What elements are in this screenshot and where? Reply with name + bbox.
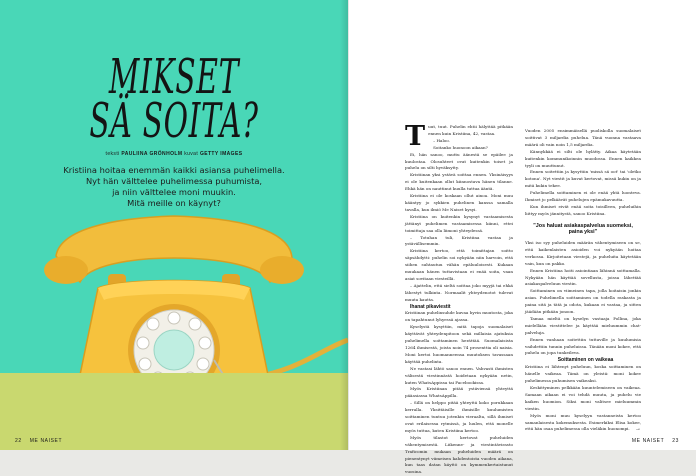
paragraph: Puhelimella soittaminen ei ole enää yhtä luonteva. Ihmiset jo pelkäävät puhelujen epämukavuutta. xyxy=(525,190,641,203)
left-folio xyxy=(12,438,65,444)
paragraph: Myös moni muu kyselyyn vastanneista kertoo samanlaisesta kokemuksesta. Esimerkiksi Elisa kokee, että hän osaa puhelimessa olla vieläkin huonompi. → xyxy=(525,412,641,433)
paragraph: Tamaa mieltä on kyselyn vastaaja Pollina, joka mielellään viestittelee ja käyttää mieluummin chat-palveluja. xyxy=(525,315,641,335)
right-page-number: 23 xyxy=(672,438,679,444)
paragraph: Tuut, tuut. Puhelin ehtii hälyttää pitkään ennen kuin Kristiina, 42, vastaa. xyxy=(405,121,513,152)
paragraph: Kun ihmiset eivät enää soita toisilleen, puheluihin liittyy myös jännitystä, sanoo Kristiina. xyxy=(525,203,641,216)
lead-line: Nyt hän välttelee puhelimessa puhumista, xyxy=(85,176,263,186)
paragraph: Ennen soitettiin ja kysyttiin 'missä sä oot' tai 'oletko kotona'. Nyt viestit ja kuvat kertovat, missä kukin on ja mitä kukin tekee. xyxy=(525,169,641,189)
drop-cap: T xyxy=(405,121,426,152)
paragraph: Ne vastasi lähtö sanoo ennen. Vahvasti ihmisten välisestä viestinnästä hoidetaan nykyään netin, kuten WhatsAppissa tai Facebookissa. xyxy=(405,365,513,385)
headline-line-2: SÄ SOITA? xyxy=(89,93,259,149)
left-page-number: 22 xyxy=(15,438,22,444)
paragraph: Kristiinan yksi ystävä soittaa ennen. Yksinäisyys ei ole kuitenkaan ollut kiinnostava hänen tilanne. Ehkä hän on nauttinut kuulla tuttua ääntä. xyxy=(405,172,513,192)
lead-line: Mitä meille on käynyt? xyxy=(127,198,221,208)
paragraph: Myös tilastot kertovat puheluiden vähentymisestä. Liikenne- ja viestintävirasto Traficomin mukaan puheluiden määrä on pienentynyt viimeisen kahdentoista vuoden aikana, kun taas datan käyttö on kymmenkertaistunut vuosina. xyxy=(405,434,513,475)
paragraph: Soitanko huonoon aikaan? xyxy=(433,144,488,150)
right-magazine-name: ME NAISET xyxy=(631,438,665,444)
lead-line: Kristiina hoitaa enemmän kaikki asiansa puhelimella. xyxy=(63,165,285,175)
lead-line: ja niin välttelee moni muukin. xyxy=(112,187,236,197)
byline-writer: PAULIINA GRÖNHOLM xyxy=(121,151,183,157)
subheading: Ihanat pikaviestit xyxy=(410,303,451,310)
paragraph: – Sillä on helppo pitää yhteyttä koko porukkaan kerralla. Yksittäisille ihmisille kuulumisten soittaminen tuntuu jotenkin vieraalta, sillä ihmiset ovat erilaisessa rytmissä, ja luulen, että monelle myös tuttua, kuten Kristiina kertoo. xyxy=(405,400,513,433)
right-folio xyxy=(629,438,682,444)
paragraph: – Totuhan tuli, Kristiina vastaa ja ystävällisemmin. xyxy=(405,234,513,247)
paragraph: Kristiina ei lähtenyt puheluun, koska soittaminen on hänelle vaikeaa. Tämä on yleistä: moni kokee puhelimessa puhumisen vaikeaksi. xyxy=(525,364,641,384)
byline xyxy=(0,151,348,157)
subheading: Soittaminen on vaikeaa xyxy=(557,357,614,364)
rotary-phone-photo xyxy=(0,200,348,450)
paragraph: Ei, hän sanoo, muttu äänestä se epäilee ja kuulostaa. Olosuhteet ovat kuitenkin toiset ja puhelu on silti hyväksytty. xyxy=(405,151,513,171)
paragraph: Kyselystä kysyttiin, mitä tapoja suomalaiset käyttävät yhteydenpitoon sekä millaisia ajatuksia puhelimella soittaminen herättää. Suomalaisista 1264 ihmisestä, joista noin 74 prosenttia oli naisia. Moni kertoi huomanneensa muutoksen tavassaan käyttää puhelinta. xyxy=(405,324,513,364)
pull-quote: ”Jos haluat asiakaspalvelua suomeksi, paina yksi” xyxy=(533,222,633,236)
paragraph: Ennen vanhaan soitettiin tuttaville ja kuulumisia vaihdettiin tunnin puheluissa. Tänään moni kokee, että puhelu on jopa tunkeileva. xyxy=(525,336,641,356)
continue-arrow-icon: → xyxy=(635,426,641,433)
right-page xyxy=(349,0,696,475)
byline-text-label: teksti xyxy=(105,151,120,157)
left-magazine-name: ME NAISET xyxy=(29,438,63,444)
paragraph: – Ajattelin, että sieltä soittaa joko myyjä tai ehkä lähestyt tulkinta. Normaalit yhteydenotot tulevat muuta kautta. xyxy=(405,282,513,302)
byline-photographer: GETTY IMAGES xyxy=(199,151,243,157)
headline xyxy=(66,49,282,149)
article-column-1 xyxy=(405,121,513,476)
paragraph: – Haloo. xyxy=(433,137,450,143)
paragraph: Myös Kristiinan pitää ystäviensä yhteyttä pääasiassa WhatsAppilla. xyxy=(405,386,513,399)
paragraph: Soittaminen on viimeinen tapa, jolla hoitaisin jonkin asian. Puhelimella soittaminen on todella raskasta ja paina sitä ja tätä ja odota, kukaan ei vastaa, ja sitten jäädään pitkään jonoon. xyxy=(525,288,641,315)
paragraph: Kristiinan puhelinsuhde kuvaa hyvin muutosta, joka on tapahtunut lyhyessä ajassa. xyxy=(405,310,513,323)
paragraph: Kristiina kertoo, että toimittajan soitto säpsähdytti: puhelin soi nykyään niin harvoin, että siihen suhtautuu vähän epäluuloisesti. Kukaan muukaan hänen tuttavistaan ei enää soita, vaan asiat sovitaan viesteillä. xyxy=(405,248,513,281)
paragraph: Vuoden 2005 ensimmäisellä puoliskolla suomalaiset soittivat 3 miljardia puhelua. Tänä vuonna vastaava määrä oli vain noin 1,5 miljardia. xyxy=(525,128,641,147)
paragraph: Ennen Kristiina hoiti asiointiaan lähinnä soittamalla. Nykyään hän käyttää sovellusta, joissa lähettää asiakaspalveluun viestin. xyxy=(525,267,641,287)
paragraph: Kännykkää ei silti ole hylätty. Aikaa käytetään kuitenkin kommunikoinnin muodossa. Ennen kaikkea tyyli on muuttunut. xyxy=(525,148,641,168)
paragraph: Kristiina ei ole koskaan ollut ainoa. Moni muu kääntyy jo sykkien puhelinen kanssa samalla tavalla, kun ilmiö Me Naiset kysyi. xyxy=(405,193,513,212)
headline-line-1: MIKSET xyxy=(108,49,240,105)
byline-photo-label: kuvat xyxy=(184,151,199,157)
paragraph: Yksi iso syy puheluiden määrän vähentymiseen on se, että kaikenlaisten asioiden voi nykyään hoitaa verkossa. Kirjoitetaan viestejä, ja puheluita käytetään vain, kun on pakko. xyxy=(525,239,641,266)
left-page xyxy=(0,0,348,450)
article-column-2 xyxy=(525,128,641,433)
paragraph: Keskittyminen pelkkään kuuntelemiseen on vaikeaa. Samaan aikaan ei voi tehdä muuta, ja puhelu vie kaiken huomion. Siksi moni valitsee mieluummin viestin. xyxy=(525,385,641,411)
paragraph: Kristiina on kuitenkin kysynyt vastaamisesta jättänyt puhelimen vastaamisessa kiinni, ettei toimittaja saa olla liimoni yhteydessä. xyxy=(405,213,513,233)
